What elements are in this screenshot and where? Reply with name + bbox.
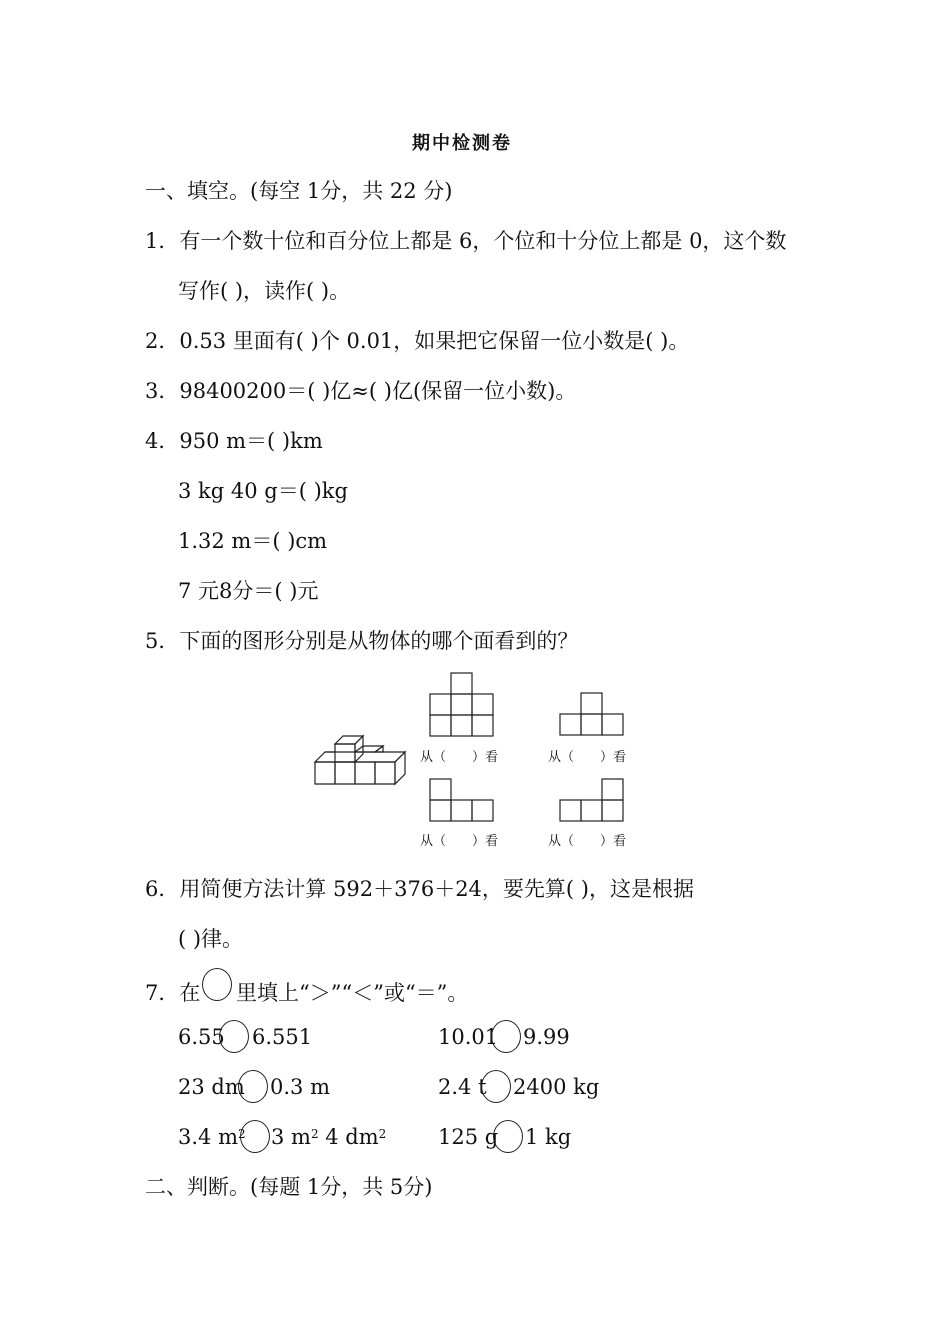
q4-line-c: 1.32 m＝( )cm — [178, 529, 328, 553]
q7-r3-left-b — [271, 1124, 386, 1150]
q3-text: 3．98400200＝( )亿≈( )亿(保留一位小数)。 — [145, 379, 577, 403]
q7-r3-left-a-sup: 2 — [238, 1127, 246, 1141]
q7-r3-left-c-sup: 2 — [378, 1127, 387, 1141]
q7-r2-left-a: 23 dm — [178, 1075, 245, 1099]
q7-r3-left-b-sup: 2 — [310, 1127, 319, 1141]
q4-line-b: 3 kg 40 g＝( )kg — [178, 479, 348, 503]
compare-circle-2[interactable] — [491, 1020, 521, 1053]
q7-suffix: 里填上“＞”“＜”或“＝”。 — [236, 981, 469, 1005]
q7-r3-left-b-text: 3 m — [271, 1125, 311, 1149]
q7-r3-left-a — [178, 1124, 246, 1150]
view-figure-1 — [428, 670, 498, 738]
q6-line2: ( )律。 — [178, 927, 244, 951]
q7-r2-left-b: 0.3 m — [270, 1075, 330, 1099]
q7-r3-right-a: 125 g — [438, 1125, 499, 1149]
q6-line1: 6．用简便方法计算 592＋376＋24，要先算( )，这是根据 — [145, 877, 694, 901]
q5-text: 5．下面的图形分别是从物体的哪个面看到的？ — [145, 629, 579, 653]
q4-line-a: 4．950 m＝( )km — [145, 429, 323, 453]
view-figure-2 — [558, 690, 628, 738]
view-caption-1: 从（ ）看 — [420, 750, 499, 765]
q7-r1-right-b: 9.99 — [523, 1025, 570, 1049]
q7-r3-right-b: 1 kg — [525, 1125, 572, 1149]
q7-r1-right-a: 10.01 — [438, 1025, 499, 1049]
q4-line-d: 7 元8分＝( )元 — [178, 579, 319, 603]
q7-r2-right-a: 2.4 t — [438, 1075, 487, 1099]
view-caption-3: 从（ ）看 — [420, 834, 499, 849]
compare-circle-5[interactable] — [240, 1120, 270, 1153]
q7-r3-left-a-text: 3.4 m — [178, 1125, 238, 1149]
section2-heading: 二、判断。(每题 1分，共 5分) — [145, 1175, 433, 1199]
q7-r2-right-b: 2400 kg — [513, 1075, 600, 1099]
q1-line1: 1．有一个数十位和百分位上都是 6，个位和十分位上都是 0，这个数 — [145, 229, 787, 253]
q7-r3-left-c-text: 4 dm — [318, 1125, 379, 1149]
compare-circle-example — [202, 968, 232, 1001]
q2-text: 2．0.53 里面有( )个 0.01，如果把它保留一位小数是( )。 — [145, 329, 690, 353]
cube-stack-figure — [310, 728, 420, 788]
compare-circle-4[interactable] — [481, 1070, 511, 1103]
view-figure-4 — [558, 776, 628, 824]
q7-prefix: 7．在 — [145, 981, 201, 1005]
page-title: 期中检测卷 — [412, 133, 512, 154]
view-caption-4: 从（ ）看 — [548, 834, 627, 849]
q1-line2: 写作( )，读作( )。 — [178, 279, 351, 303]
compare-circle-3[interactable] — [238, 1070, 268, 1103]
q7-r1-left-b: 6.551 — [252, 1025, 313, 1049]
compare-circle-6[interactable] — [493, 1120, 523, 1153]
view-caption-2: 从（ ）看 — [548, 750, 627, 765]
view-figure-3 — [428, 776, 498, 824]
compare-circle-1[interactable] — [219, 1020, 249, 1053]
section1-heading: 一、填空。(每空 1分，共 22 分) — [145, 179, 453, 203]
q7-r1-left-a: 6.55 — [178, 1025, 225, 1049]
